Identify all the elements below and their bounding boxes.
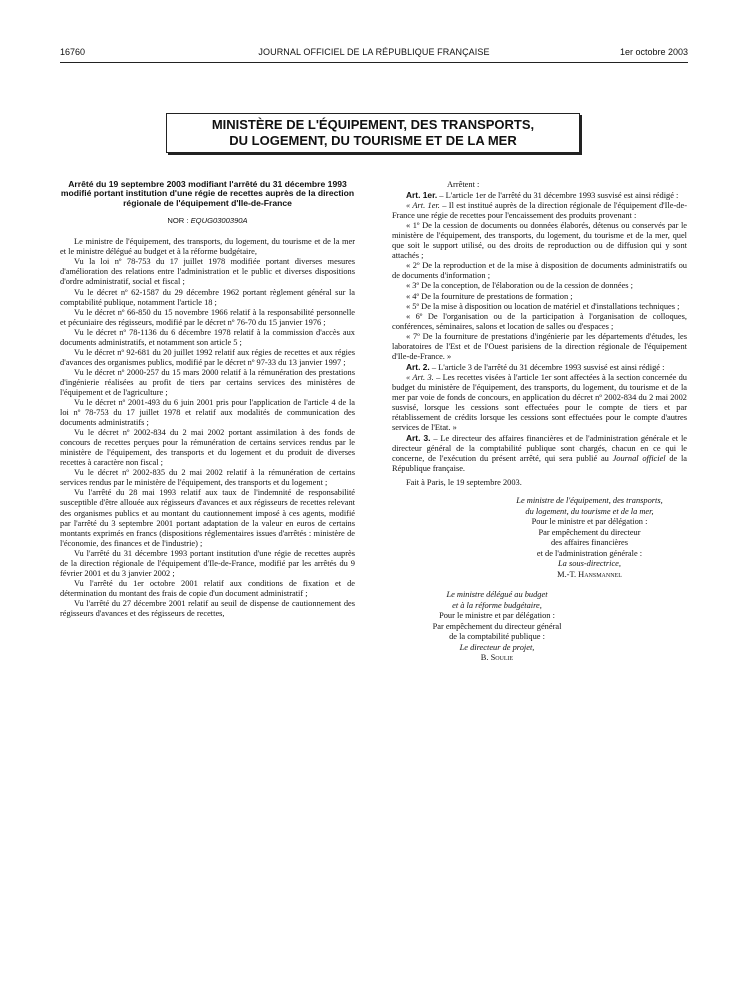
header-rule (60, 62, 688, 63)
journal-officiel: Journal officiel (612, 454, 666, 464)
signature-block-minister (492, 496, 687, 580)
paragraph: Le ministre de l'équipement, des transports, du logement, du tourisme et de la mer et le ministre délégué au budget et à la réforme budgétaire, (60, 237, 355, 257)
quote-text: – Les recettes visées à l'article 1er sont affectées à la section concernée du budget du ministère de l'équipement, des transports, du logement, du tourisme et de la mer par voie de fonds de concours, en application du décret nº 2002-834 du 2 mai 2002 susvisé, lorsque les cessions sont effectuées pour le compte de tiers et par rétablissement de crédits lorsque les cessions sont effectuées pour le compte d'autres services de l'Etat. » (392, 372, 687, 433)
paragraph: Vu le décret nº 92-681 du 20 juillet 1992 relatif aux régies de recettes et aux régies d'avances des organismes publics, modifié par le décret nº 97-33 du 13 janvier 1997 ; (60, 347, 355, 367)
signature-date: Fait à Paris, le 19 septembre 2003. (406, 478, 522, 488)
paragraph: Vu le décret nº 62-1587 du 29 décembre 1962 portant règlement général sur la comptabilité publique, notamment l'article 18 ; (60, 287, 355, 307)
paragraph: Vu le décret nº 66-850 du 15 novembre 1966 relatif à la responsabilité personnelle et pécuniaire des régisseurs, modifié par le décret nº 76-70 du 15 janvier 1976 ; (60, 307, 355, 327)
sig-line: des affaires financières (550, 538, 629, 548)
ministry-line-1: MINISTÈRE DE L'ÉQUIPEMENT, DES TRANSPORTS, (211, 117, 535, 132)
nor-code: EQUG0300390A (190, 216, 248, 226)
sig-role: Le ministre de l'équipement, des transports, (516, 496, 663, 506)
article-1-label: Art. 1er. (406, 190, 438, 201)
list-item: « 6º De l'organisation ou de la participation à l'organisation de colloques, conférences, séminaires, salons et location de salles ou d'espaces ; (392, 311, 687, 331)
page-number: 16760 (60, 47, 86, 57)
sig-name-initials: M.-T. (557, 569, 579, 579)
article-3 (392, 433, 687, 474)
sig-name (492, 570, 687, 581)
sig-line: de la comptabilité publique : (449, 632, 545, 642)
article-3-text-before: – Le directeur des affaires financières et de l'administration générale et le directeur général de la comptabilité publique sont chargés, chacun en ce qui le concerne, de l'exécution du présent arrêté, qui sera publié au (392, 434, 687, 464)
sig-role: et à la réforme budgétaire, (452, 600, 542, 610)
sig-line: Pour le ministre et par délégation : (439, 611, 555, 621)
sig-name (392, 653, 602, 664)
ministry-line-2: DU LOGEMENT, DU TOURISME ET DE LA MER (229, 133, 517, 148)
sig-title: La sous-directrice, (558, 559, 621, 569)
quote-label: « Art. 3. (406, 372, 434, 382)
nor-label: NOR : (167, 216, 189, 226)
issue-date: 1er octobre 2003 (619, 47, 688, 57)
paragraph: Vu l'arrêté du 1er octobre 2001 relatif aux conditions de fixation et de détermination du montant des frais de copie d'un document administratif ; (60, 578, 355, 598)
paragraph: Vu l'arrêté du 31 décembre 1993 portant institution d'une régie de recettes auprès de la direction régionale de l'équipement d'Ile-de-France, modifié par les arrêtés du 9 février 2001 et du 3 janvier 2002 ; (60, 548, 355, 578)
article-3-quote (392, 373, 687, 433)
paragraph: Vu le décret nº 2001-493 du 6 juin 2001 pris pour l'application de l'article 4 de la loi nº 78-753 du 17 juillet 1978 et relatif aux modalités de communication des documents administratifs ; (60, 398, 355, 428)
article-1-quote (392, 201, 687, 221)
sig-role: Le ministre délégué au budget (446, 590, 548, 600)
decree-title: Arrêté du 19 septembre 2003 modifiant l'arrêté du 31 décembre 1993 modifié portant institution d'une régie de recettes auprès de la direction régionale de l'équipement d'Ile-de-France (60, 179, 355, 208)
sig-name-surname: Hansmannel (578, 569, 622, 579)
article-2-label: Art. 2. (406, 361, 430, 372)
quote-text: – Il est institué auprès de la direction régionale de l'équipement d'Ile-de-France une régie de recettes pour l'encaissement des produits provenant : (392, 201, 687, 221)
list-item: « 2º De la reproduction et de la mise à disposition de documents administratifs ou de documents d'information ; (392, 261, 687, 281)
paragraph: Vu la loi nº 78-753 du 17 juillet 1978 modifiée portant diverses mesures d'amélioration des relations entre l'administration et le public et diverses dispositions d'ordre administratif, social et fiscal ; (60, 257, 355, 287)
sig-line: Par empêchement du directeur (538, 527, 641, 537)
sig-role: du logement, du tourisme et de la mer, (525, 506, 654, 516)
page-header (60, 47, 688, 61)
article-1-text: – L'article 1er de l'arrêté du 31 décembre 1993 susvisé est ainsi rédigé : (437, 191, 679, 201)
quote-label: « Art. 1er. (406, 201, 440, 211)
paragraph: Vu l'arrêté du 28 mai 1993 relatif aux taux de l'indemnité de responsabilité susceptible d'être allouée aux régisseurs d'avances et aux régisseurs de recettes relevant des organismes publics et au montant du cautionnement imposé à ces agents, modifié par l'arrêté du 3 septembre 2001 portant adaptation de la valeur en euros de certains montants exprimés en francs (dispositions réglementaires issues d'arrêtés : ministère de l'économie, des finances et de l'industrie) ; (60, 488, 355, 548)
article-2-text: – L'article 3 de l'arrêté du 31 décembre 1993 susvisé est ainsi rédigé : (429, 362, 665, 372)
sig-line: Par empêchement du directeur général (432, 621, 562, 631)
left-column (60, 180, 355, 619)
nor-reference (60, 216, 355, 226)
right-column (392, 180, 687, 664)
sig-name-initials: B. (480, 653, 491, 663)
list-item: « 5º De la mise à disposition ou location de matériel et d'installations techniques ; (406, 301, 680, 311)
article-3-text-after: de la République française. (392, 454, 688, 474)
paragraph: Vu l'arrêté du 27 décembre 2001 relatif au seuil de dispense de cautionnement des régisseurs d'avances et des régisseurs de recettes, (60, 598, 355, 618)
ministry-heading (166, 113, 580, 153)
list-item: « 7º De la fourniture de prestations d'ingénierie par les départements d'études, les laboratoires de l'Est et de l'Ouest parisiens de la direction régionale de l'équipement d'Ile-de-France. » (392, 331, 687, 361)
list-item: « 3º De la conception, de l'élaboration ou de la cession de données ; (406, 281, 633, 291)
article-1 (392, 190, 687, 201)
arretent: Arrêtent : (447, 180, 480, 189)
paragraph: Vu le décret nº 2002-835 du 2 mai 2002 relatif à la rémunération de certains services rendus par le ministère de l'équipement, des transports et du logement ; (60, 468, 355, 488)
paragraph: Vu le décret nº 2002-834 du 2 mai 2002 portant assimilation à des fonds de concours de recettes perçues pour la rémunération de certains services rendus par le ministère de l'équipement, des transports et du logement et du produit de diverses recettes à caractère non fiscal ; (60, 428, 355, 468)
sig-line: Pour le ministre et par délégation : (531, 517, 648, 527)
sig-name-surname: Soulie (490, 653, 514, 663)
article-2 (392, 362, 687, 373)
sig-title: Le directeur de projet, (459, 642, 535, 652)
article-3-label: Art. 3. (406, 433, 431, 444)
paragraph: Vu le décret nº 78-1136 du 6 décembre 1978 relatif à la commission d'accès aux documents administratifs, et notamment son article 5 ; (60, 327, 355, 347)
signature-block-budget (392, 590, 602, 664)
list-item: « 4º De la fourniture de prestations de formation ; (406, 291, 573, 301)
list-item: « 1º De la cession de documents ou données élaborés, détenus ou conservés par le ministère de l'équipement, des transports, du logement, du tourisme et de la mer, quel que soit le support utilisé, ou des droits de reproduction ou de diffusion qui y sont attachés ; (392, 221, 687, 261)
paragraph: Vu le décret nº 2000-257 du 15 mars 2000 relatif à la rémunération des prestations d'ingénierie réalisées au profit de tiers par certains services des ministères de l'équipement et de l'agriculture ; (60, 367, 355, 397)
journal-title: JOURNAL OFFICIEL DE LA RÉPUBLIQUE FRANÇAISE (258, 47, 490, 57)
sig-line: et de l'administration générale : (536, 548, 643, 558)
